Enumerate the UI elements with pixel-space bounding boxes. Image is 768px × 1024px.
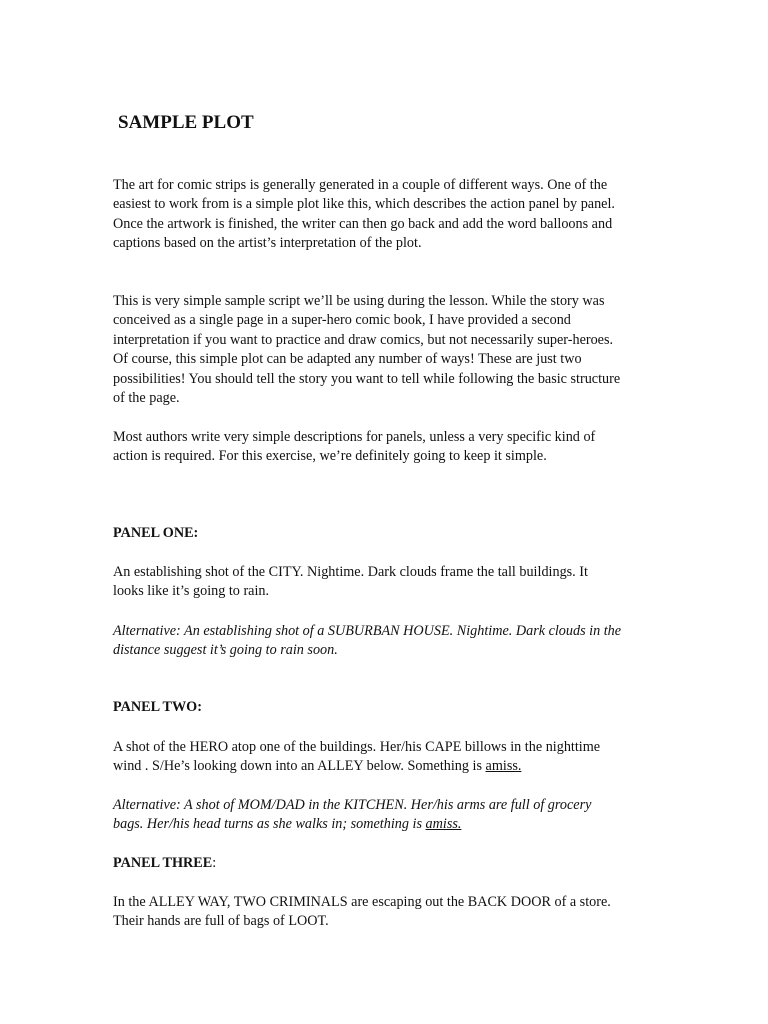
- panel-three-heading: [113, 855, 216, 872]
- panel-three-heading-text: PANEL THREE: [113, 855, 213, 871]
- panel-one-heading: PANEL ONE:: [113, 525, 199, 541]
- text-line: conceived as a single page in a super-hero comic book, I have provided a second: [113, 312, 571, 329]
- text-line: In the ALLEY WAY, TWO CRIMINALS are escaping out the BACK DOOR of a store.: [113, 894, 611, 910]
- panel-three-description: [113, 893, 653, 932]
- text-segment: wind . S/He’s looking down into an ALLEY below. Something is: [113, 758, 486, 775]
- text-line: Alternative: An establishing shot of a SUBURBAN HOUSE. Nightime. Dark clouds in the: [113, 623, 622, 639]
- text-line: easiest to work from is a simple plot like this, which describes the action panel by panel.: [113, 196, 615, 213]
- text-line: [113, 815, 653, 834]
- text-line: An establishing shot of the CITY. Nightime. Dark clouds frame the tall buildings. It: [113, 564, 588, 580]
- text-line: distance suggest it’s going to rain soon.: [113, 642, 338, 659]
- text-line: This is very simple sample script we’ll be using during the lesson. While the story was: [113, 293, 605, 309]
- panel-three-heading-colon: :: [212, 855, 217, 871]
- panel-one-description: [113, 563, 653, 602]
- page-title: SAMPLE PLOT: [118, 112, 254, 133]
- text-line: The art for comic strips is generally generated in a couple of different ways. One of the: [113, 177, 608, 193]
- text-line: Their hands are full of bags of LOOT.: [113, 913, 329, 930]
- text-line: [113, 757, 653, 776]
- panel-one-alternative: [113, 622, 653, 661]
- text-line: Of course, this simple plot can be adapted any number of ways! These are just two: [113, 351, 582, 368]
- text-line: of the page.: [113, 390, 180, 407]
- intro-paragraph: [113, 176, 653, 254]
- underlined-word: amiss.: [425, 816, 462, 833]
- text-line: A shot of the HERO atop one of the buildings. Her/his CAPE billows in the nighttime: [113, 739, 601, 755]
- text-line: action is required. For this exercise, we’re definitely going to keep it simple.: [113, 448, 547, 465]
- panel-two-heading: PANEL TWO:: [113, 699, 202, 715]
- text-line: Alternative: A shot of MOM/DAD in the KITCHEN. Her/his arms are full of grocery: [113, 797, 592, 813]
- text-line: possibilities! You should tell the story you want to tell while following the basic structure: [113, 370, 621, 387]
- panel-two-alternative: [113, 796, 653, 835]
- text-segment: bags. Her/his head turns as she walks in; something is: [113, 816, 426, 833]
- authors-note-paragraph: [113, 428, 653, 467]
- text-line: Once the artwork is finished, the writer can then go back and add the word balloons and: [113, 215, 613, 232]
- text-line: Most authors write very simple descriptions for panels, unless a very specific kind of: [113, 429, 596, 445]
- text-line: looks like it’s going to rain.: [113, 583, 270, 600]
- panel-two-description: [113, 738, 653, 777]
- script-note-paragraph: [113, 292, 653, 408]
- text-line: captions based on the artist’s interpretation of the plot.: [113, 235, 422, 252]
- underlined-word: amiss.: [485, 758, 522, 775]
- text-line: interpretation if you want to practice and draw comics, but not necessarily super-heroes.: [113, 331, 614, 348]
